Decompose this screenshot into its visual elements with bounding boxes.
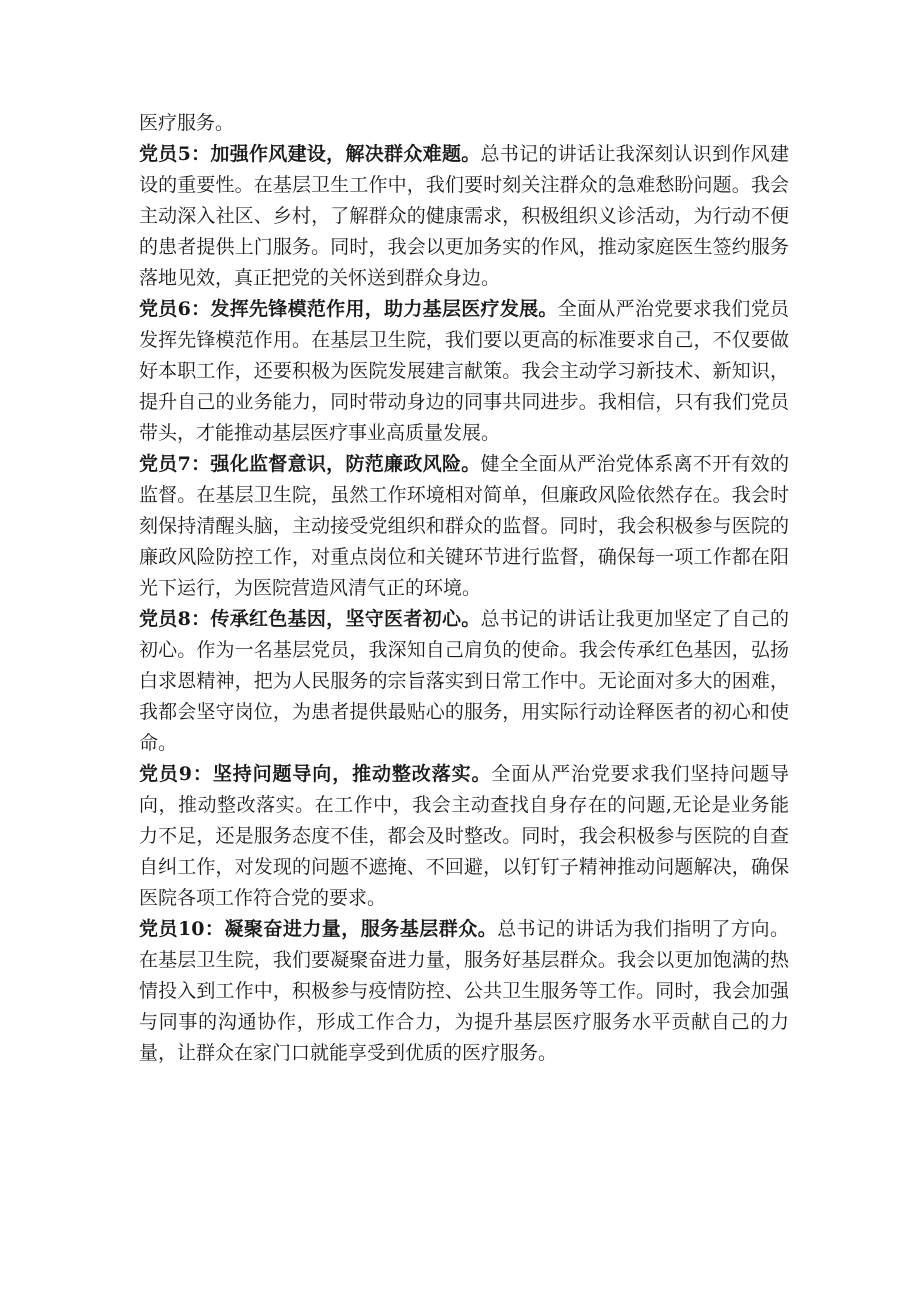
intro-tail: 医疗服务。: [139, 112, 235, 134]
paragraph-lead: 党员10：凝聚奋进力量，服务基层群众。: [139, 918, 498, 940]
document-page: [139, 108, 789, 1069]
paragraph-body: 总书记的讲话让我更加坚定了自己的初心。作为一名基层党员，我深知自己肩负的使命。我会传承红色基因，弘扬白求恩精神，把为人民服务的宗旨落实到日常工作中。无论面对多大的困难，我都会坚守岗位，为患者提供最贴心的服务，用实际行动诠释医者的初心和使命。: [139, 608, 789, 754]
paragraph-member-7: [139, 449, 789, 604]
paragraph-body: 健全全面从严治党体系离不开有效的监督。在基层卫生院，虽然工作环境相对简单，但廉政风险依然存在。我会时刻保持清醒头脑，主动接受党组织和群众的监督。同时，我会积极参与医院的廉政风险防控工作，对重点岗位和关键环节进行监督，确保每一项工作都在阳光下运行，为医院营造风清气正的环境。: [139, 453, 789, 599]
paragraph-body: 全面从严治党要求我们党员发挥先锋模范作用。在基层卫生院，我们要以更高的标准要求自己，不仅要做好本职工作，还要积极为医院发展建言献策。我会主动学习新技术、新知识，提升自己的业务能力，同时带动身边的同事共同进步。我相信，只有我们党员带头，才能推动基层医疗事业高质量发展。: [139, 298, 789, 444]
paragraph-lead: 党员9：坚持问题导向，推动整改落实。: [139, 763, 492, 785]
paragraph-body: 全面从严治党要求我们坚持问题导向，推动整改落实。在工作中，我会主动查找自身存在的问题,无论是业务能力不足，还是服务态度不佳，都会及时整改。同时，我会积极参与医院的自查自纠工作，对发现的问题不遮掩、不回避，以钉钉子精神推动问题解决，确保医院各项工作符合党的要求。: [139, 763, 789, 909]
paragraph-lead: 党员7：强化监督意识，防范廉政风险。: [139, 453, 481, 475]
paragraph-lead: 党员8：传承红色基因，坚守医者初心。: [139, 608, 481, 630]
paragraph-member-6: [139, 294, 789, 449]
paragraph-body: 总书记的讲话让我深刻认识到作风建设的重要性。在基层卫生工作中，我们要时刻关注群众的急难愁盼问题。我会主动深入社区、乡村，了解群众的健康需求，积极组织义诊活动，为行动不便的患者提供上门服务。同时，我会以更加务实的作风，推动家庭医生签约服务落地见效，真正把党的关怀送到群众身边。: [139, 143, 789, 289]
paragraph-lead: 党员6：发挥先锋模范作用，助力基层医疗发展。: [139, 298, 558, 320]
paragraph-lead: 党员5：加强作风建设，解决群众难题。: [139, 143, 481, 165]
paragraph-member-8: [139, 604, 789, 759]
paragraph-member-10: [139, 914, 789, 1069]
paragraph-member-9: [139, 759, 789, 914]
paragraph-member-5: [139, 139, 789, 294]
paragraph-body: 总书记的讲话为我们指明了方向。在基层卫生院，我们要凝聚奋进力量，服务好基层群众。我会以更加饱满的热情投入到工作中，积极参与疫情防控、公共卫生服务等工作。同时，我会加强与同事的沟通协作，形成工作合力，为提升基层医疗服务水平贡献自己的力量，让群众在家门口就能享受到优质的医疗服务。: [139, 918, 789, 1064]
